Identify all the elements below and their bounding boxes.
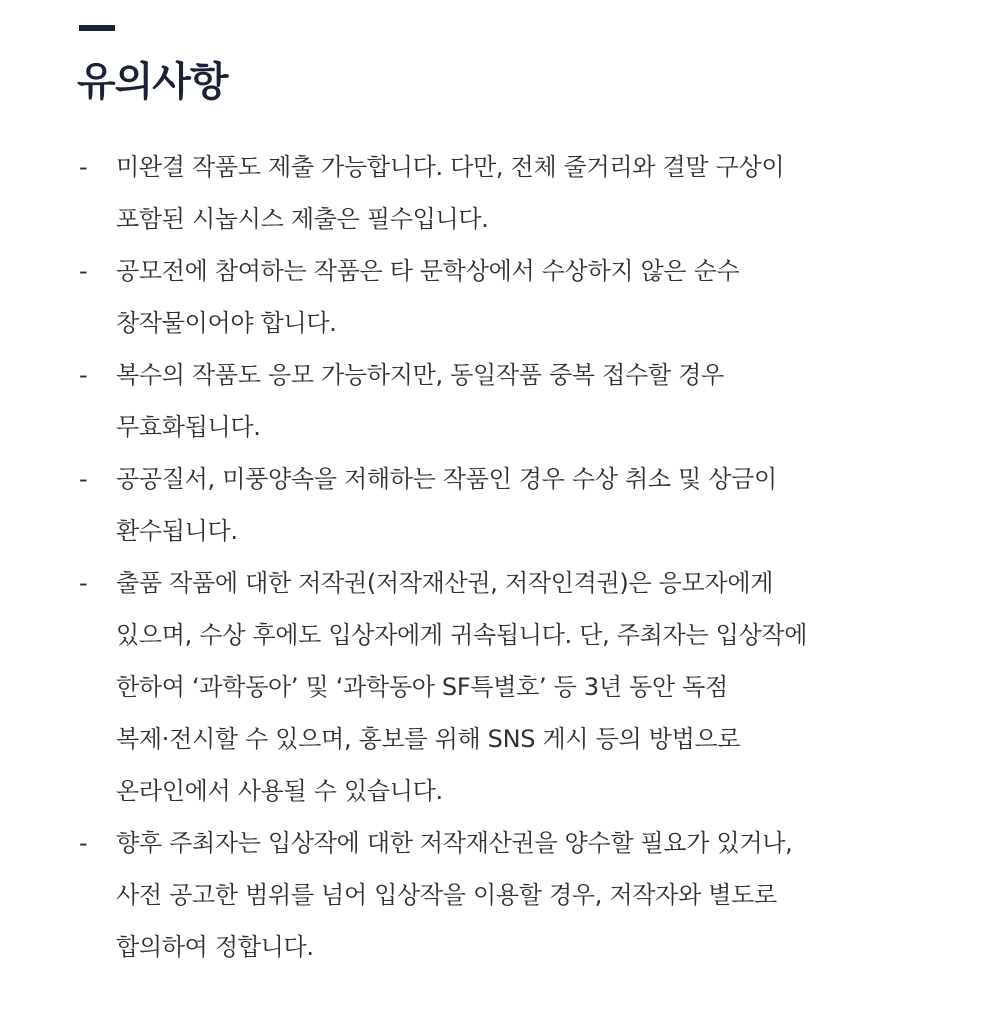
notice-text-line: 포함된 시놉시스 제출은 필수입니다. — [116, 205, 489, 233]
notice-text-line: 합의하여 정합니다. — [116, 933, 314, 961]
list-dash: - — [79, 829, 88, 857]
notice-text-line: 창작물이어야 합니다. — [116, 309, 337, 337]
notice-text-line: 환수됩니다. — [116, 517, 238, 545]
notice-text-line: 공공질서, 미풍양속을 저해하는 작품인 경우 수상 취소 및 상금이 — [116, 465, 777, 493]
notice-item-originality — [0, 245, 1000, 349]
list-dash: - — [79, 361, 88, 389]
notice-text-line: 향후 주최자는 입상작에 대한 저작재산권을 양수할 필요가 있거나, — [116, 829, 793, 857]
notice-text-line: 있으며, 수상 후에도 입상자에게 귀속됩니다. 단, 주최자는 입상작에 — [116, 621, 808, 649]
title-accent-bar — [79, 25, 115, 31]
notice-text-line: 미완결 작품도 제출 가능합니다. 다만, 전체 줄거리와 결말 구상이 — [116, 153, 785, 181]
list-dash: - — [79, 153, 88, 181]
notice-text-line: 복수의 작품도 응모 가능하지만, 동일작품 중복 접수할 경우 — [116, 361, 724, 389]
notice-list — [0, 141, 1000, 973]
list-dash: - — [79, 465, 88, 493]
notice-text-line: 한하여 ‘과학동아’ 및 ‘과학동아 SF특별호’ 등 3년 동안 독점 — [116, 673, 728, 701]
notice-text-line: 사전 공고한 범위를 넘어 입상작을 이용할 경우, 저작자와 별도로 — [116, 881, 777, 909]
notice-item-public-order — [0, 453, 1000, 557]
notice-text-line: 공모전에 참여하는 작품은 타 문학상에서 수상하지 않은 순수 — [116, 257, 740, 285]
notice-item-rights-transfer — [0, 817, 1000, 973]
notice-text-line: 무효화됩니다. — [116, 413, 261, 441]
list-dash: - — [79, 569, 88, 597]
notice-item-submission — [0, 141, 1000, 245]
notice-item-copyright — [0, 557, 1000, 817]
notice-text-line: 출품 작품에 대한 저작권(저작재산권, 저작인격권)은 응모자에게 — [116, 569, 774, 597]
page-title: 유의사항 — [77, 59, 228, 105]
notice-text-line: 복제·전시할 수 있으며, 홍보를 위해 SNS 게시 등의 방법으로 — [116, 725, 741, 753]
list-dash: - — [79, 257, 88, 285]
notice-item-multiple-entries — [0, 349, 1000, 453]
notice-text-line: 온라인에서 사용될 수 있습니다. — [116, 777, 443, 805]
